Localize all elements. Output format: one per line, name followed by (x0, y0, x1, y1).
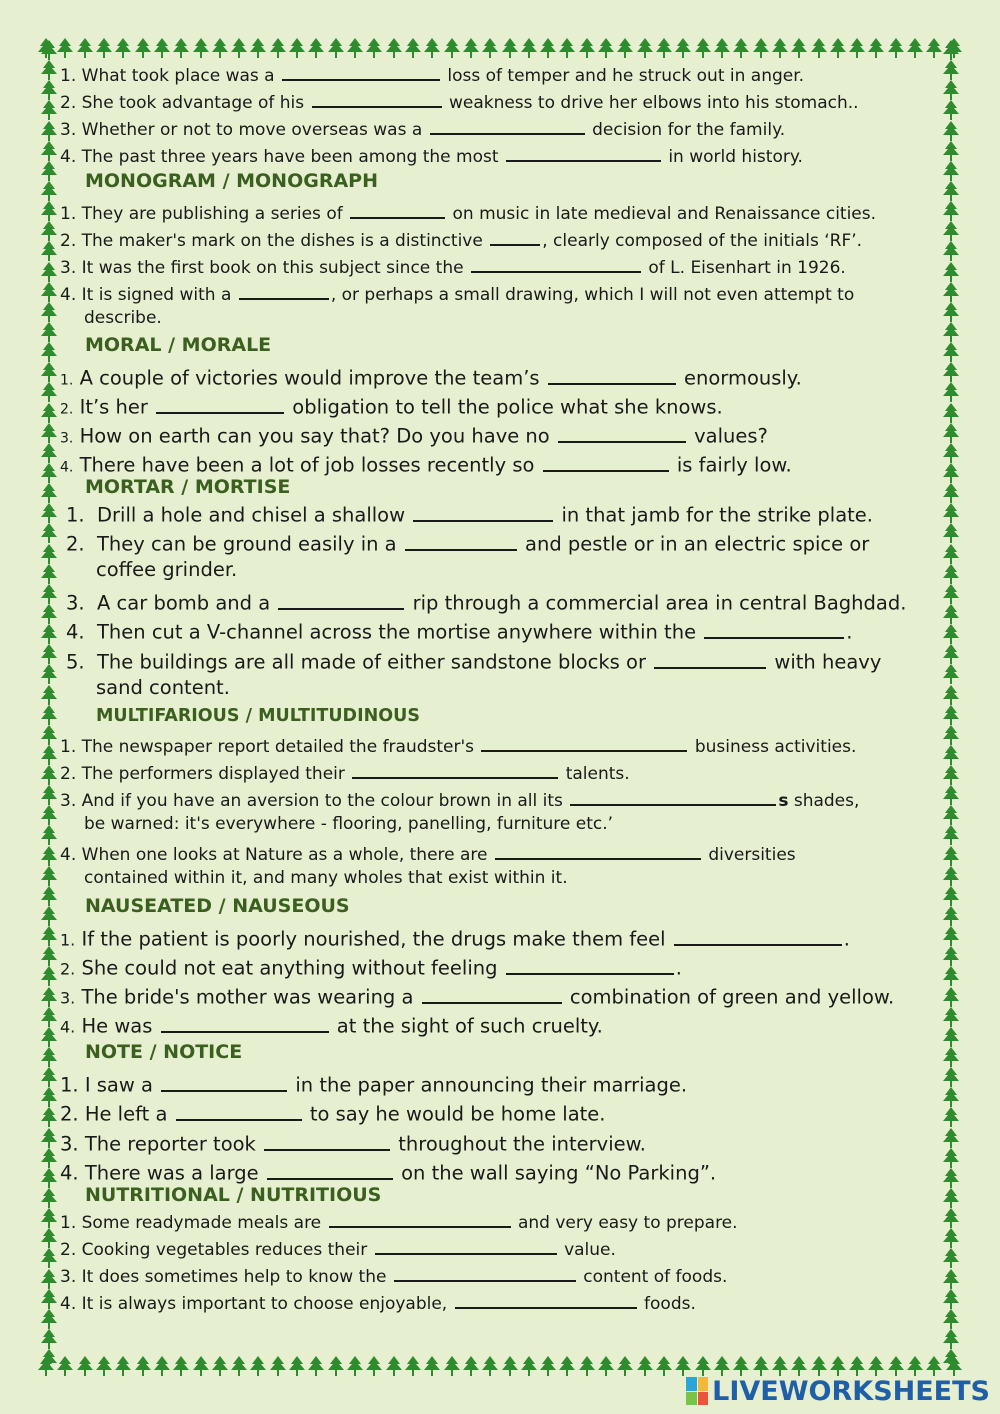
answer-blank[interactable] (405, 529, 517, 551)
pine-tree-icon (943, 1148, 959, 1168)
pine-tree-icon (41, 423, 57, 443)
pine-tree-icon (943, 342, 959, 362)
pine-tree-icon (41, 80, 57, 100)
question-row: 4. There was a large on the wall saying “No Parking”. (60, 1158, 716, 1185)
pine-tree-icon (943, 966, 959, 986)
pine-tree-icon (41, 241, 57, 261)
pine-tree-icon (41, 705, 57, 725)
pine-tree-icon (637, 1356, 653, 1378)
pine-tree-icon (943, 121, 959, 141)
pine-tree-icon (193, 1356, 209, 1378)
pine-tree-icon (943, 503, 959, 523)
pine-tree-icon (41, 1248, 57, 1268)
pine-tree-icon (943, 221, 959, 241)
pine-tree-icon (943, 866, 959, 886)
pine-tree-icon (943, 846, 959, 866)
pine-tree-icon (41, 1128, 57, 1148)
pine-tree-icon (444, 38, 460, 60)
question-row: 4. He was at the sight of such cruelty. (60, 1011, 603, 1038)
question-continuation: coffee grinder. (96, 558, 238, 581)
pine-tree-icon (943, 1007, 959, 1027)
answer-blank[interactable] (495, 841, 701, 860)
pine-tree-icon (366, 38, 382, 60)
answer-blank[interactable] (312, 89, 442, 108)
pine-tree-icon (41, 966, 57, 986)
pine-tree-icon (559, 1356, 575, 1378)
pine-tree-icon (41, 866, 57, 886)
pine-tree-icon (943, 805, 959, 825)
section-heading: NAUSEATED / NAUSEOUS (85, 895, 350, 917)
pine-tree-icon (308, 1356, 324, 1378)
pine-tree-icon (41, 664, 57, 684)
answer-blank[interactable] (278, 588, 404, 610)
question-row: 3. It was the first book on this subject since the of L. Eisenhart in 1926. (60, 254, 846, 278)
pine-tree-icon (193, 38, 209, 60)
pine-tree-icon (943, 262, 959, 282)
pine-tree-icon (579, 1356, 595, 1378)
pine-tree-icon (41, 946, 57, 966)
answer-blank[interactable] (352, 760, 558, 779)
pine-tree-icon (41, 805, 57, 825)
pine-tree-icon (943, 886, 959, 906)
pine-tree-icon (41, 1067, 57, 1087)
answer-blank[interactable] (375, 1236, 557, 1255)
pine-tree-icon (943, 987, 959, 1007)
answer-blank[interactable] (570, 787, 776, 806)
pine-tree-icon (41, 785, 57, 805)
pine-tree-icon (41, 906, 57, 926)
question-row: 1. What took place was a loss of temper and he struck out in anger. (60, 62, 804, 86)
pine-tree-icon (943, 1309, 959, 1329)
answer-blank[interactable] (329, 1209, 511, 1228)
question-row: 2. The maker's mark on the dishes is a distinctive , clearly composed of the initials ‘RF’. (60, 227, 862, 251)
pine-tree-icon (943, 1248, 959, 1268)
pine-tree-icon (41, 262, 57, 282)
pine-tree-icon (41, 1168, 57, 1188)
pine-tree-icon (868, 38, 884, 60)
pine-tree-icon (943, 1208, 959, 1228)
pine-tree-icon (943, 100, 959, 120)
pine-tree-icon (212, 38, 228, 60)
pine-tree-icon (347, 1356, 363, 1378)
pine-tree-icon (849, 38, 865, 60)
pine-tree-icon (41, 141, 57, 161)
pine-tree-icon (943, 765, 959, 785)
pine-tree-icon (943, 201, 959, 221)
pine-tree-icon (943, 60, 959, 80)
pine-tree-icon (943, 483, 959, 503)
pine-tree-icon (733, 38, 749, 60)
question-row: 1. Drill a hole and chisel a shallow in that jamb for the strike plate. (66, 500, 873, 527)
pine-tree-icon (386, 38, 402, 60)
pine-tree-icon (943, 1289, 959, 1309)
pine-tree-icon (502, 1356, 518, 1378)
section-heading: MORAL / MORALE (85, 334, 272, 356)
answer-blank[interactable] (161, 1070, 287, 1092)
pine-tree-icon (907, 38, 923, 60)
pine-tree-icon (41, 282, 57, 302)
section-heading: MONOGRAM / MONOGRAPH (85, 170, 378, 192)
pine-tree-icon (943, 624, 959, 644)
pine-tree-icon (386, 1356, 402, 1378)
question-row: 4. It is always important to choose enjoyable, foods. (60, 1290, 696, 1314)
answer-blank[interactable] (161, 1011, 329, 1033)
answer-blank[interactable] (239, 281, 329, 300)
pine-tree-icon (41, 403, 57, 423)
pine-tree-icon (77, 1356, 93, 1378)
pine-tree-icon (675, 38, 691, 60)
pine-tree-icon (943, 825, 959, 845)
answer-blank[interactable] (176, 1099, 302, 1121)
pine-tree-icon (617, 1356, 633, 1378)
pine-tree-icon (521, 1356, 537, 1378)
pine-tree-icon (617, 38, 633, 60)
pine-tree-icon (41, 1007, 57, 1027)
answer-blank[interactable] (471, 254, 641, 273)
pine-tree-icon (41, 886, 57, 906)
pine-tree-icon (502, 38, 518, 60)
pine-tree-icon (943, 423, 959, 443)
answer-blank[interactable] (430, 116, 585, 135)
question-row: 2. They can be ground easily in a and pestle or in an electric spice or (66, 529, 869, 556)
question-row: 1. I saw a in the paper announcing their marriage. (60, 1070, 687, 1097)
answer-blank[interactable] (282, 62, 440, 81)
question-row: 1. Some readymade meals are and very easy to prepare. (60, 1209, 738, 1233)
pine-tree-icon (41, 1269, 57, 1289)
pine-tree-icon (41, 443, 57, 463)
pine-tree-icon (41, 544, 57, 564)
answer-blank[interactable] (267, 1158, 393, 1180)
pine-tree-icon (943, 906, 959, 926)
pine-tree-icon (41, 1188, 57, 1208)
pine-tree-icon (41, 825, 57, 845)
pine-tree-icon (463, 1356, 479, 1378)
pine-tree-icon (598, 38, 614, 60)
pine-tree-icon (943, 1128, 959, 1148)
question-row: 1. A couple of victories would improve the team’s enormously. (60, 363, 802, 390)
pine-tree-icon (943, 705, 959, 725)
pine-tree-icon (943, 1349, 959, 1369)
pine-tree-icon (41, 725, 57, 745)
pine-tree-icon (559, 38, 575, 60)
answer-blank[interactable] (506, 143, 661, 162)
pine-tree-icon (598, 1356, 614, 1378)
pine-tree-icon (135, 38, 151, 60)
pine-tree-icon (579, 38, 595, 60)
answer-blank[interactable] (548, 363, 676, 385)
pine-tree-icon (41, 523, 57, 543)
pine-tree-icon (41, 1349, 57, 1369)
pine-tree-icon (347, 38, 363, 60)
pine-tree-icon (943, 926, 959, 946)
question-row: 3. And if you have an aversion to the colour brown in all its s shades, (60, 787, 859, 811)
pine-tree-icon (943, 1047, 959, 1067)
pine-tree-icon (943, 1228, 959, 1248)
pine-tree-icon (943, 523, 959, 543)
pine-tree-icon (41, 1208, 57, 1228)
pine-tree-icon (366, 1356, 382, 1378)
pine-tree-icon (943, 1269, 959, 1289)
answer-blank[interactable] (558, 421, 686, 443)
question-row: 4. When one looks at Nature as a whole, there are diversities (60, 841, 796, 865)
pine-tree-icon (540, 1356, 556, 1378)
question-row: 3. Whether or not to move overseas was a decision for the family. (60, 116, 785, 140)
pine-tree-icon (231, 38, 247, 60)
pine-tree-icon (521, 38, 537, 60)
pine-tree-icon (753, 38, 769, 60)
pine-tree-icon (41, 1047, 57, 1067)
tree-border-strip (940, 40, 962, 1370)
pine-tree-icon (830, 38, 846, 60)
pine-tree-icon (250, 1356, 266, 1378)
question-row: 1. The newspaper report detailed the fraudster's business activities. (60, 733, 856, 757)
answer-blank[interactable] (422, 982, 562, 1004)
pine-tree-icon (943, 664, 959, 684)
answer-blank[interactable] (654, 647, 766, 669)
question-row: 3. How on earth can you say that? Do you have no values? (60, 421, 768, 448)
pine-tree-icon (173, 1356, 189, 1378)
pine-tree-icon (250, 38, 266, 60)
pine-tree-icon (41, 503, 57, 523)
pine-tree-icon (41, 926, 57, 946)
answer-blank[interactable] (455, 1290, 637, 1309)
logo-mark-icon (686, 1377, 708, 1405)
answer-blank[interactable] (543, 450, 669, 472)
answer-blank[interactable] (413, 500, 553, 522)
pine-tree-icon (41, 1228, 57, 1248)
pine-tree-icon (540, 38, 556, 60)
tree-border-strip (38, 40, 60, 1370)
pine-tree-icon (212, 1356, 228, 1378)
pine-tree-icon (96, 38, 112, 60)
pine-tree-icon (943, 463, 959, 483)
section-heading: NOTE / NOTICE (85, 1041, 243, 1063)
pine-tree-icon (943, 443, 959, 463)
pine-tree-icon (405, 38, 421, 60)
pine-tree-icon (888, 38, 904, 60)
question-row: 3. The bride's mother was wearing a combination of green and yellow. (60, 982, 894, 1009)
pine-tree-icon (943, 584, 959, 604)
pine-tree-icon (41, 121, 57, 141)
answer-blank[interactable] (156, 392, 284, 414)
pine-tree-icon (41, 181, 57, 201)
pine-tree-icon (77, 38, 93, 60)
question-row: 4. Then cut a V-channel across the mortise anywhere within the . (66, 617, 852, 644)
liveworksheets-logo (686, 1374, 990, 1408)
pine-tree-icon (41, 463, 57, 483)
question-row: 4. The past three years have been among the most in world history. (60, 143, 803, 167)
pine-tree-icon (463, 38, 479, 60)
pine-tree-icon (289, 1356, 305, 1378)
pine-tree-icon (943, 181, 959, 201)
pine-tree-icon (772, 38, 788, 60)
pine-tree-icon (328, 38, 344, 60)
pine-tree-icon (943, 1168, 959, 1188)
pine-tree-icon (41, 483, 57, 503)
pine-tree-icon (270, 38, 286, 60)
question-row: 3. The reporter took throughout the interview. (60, 1129, 646, 1156)
question-continuation: contained within it, and many wholes that exist within it. (84, 868, 568, 888)
pine-tree-icon (41, 342, 57, 362)
pine-tree-icon (943, 745, 959, 765)
pine-tree-icon (41, 100, 57, 120)
pine-tree-icon (115, 38, 131, 60)
pine-tree-icon (943, 141, 959, 161)
pine-tree-icon (328, 1356, 344, 1378)
pine-tree-icon (714, 38, 730, 60)
pine-tree-icon (943, 241, 959, 261)
question-row: 2. She took advantage of his weakness to drive her elbows into his stomach.. (60, 89, 859, 113)
pine-tree-icon (943, 946, 959, 966)
pine-tree-icon (943, 302, 959, 322)
pine-tree-icon (637, 38, 653, 60)
pine-tree-icon (656, 1356, 672, 1378)
answer-blank[interactable] (481, 733, 687, 752)
section-heading: NUTRITIONAL / NUTRITIOUS (85, 1184, 382, 1206)
pine-tree-icon (41, 302, 57, 322)
pine-tree-icon (41, 1107, 57, 1127)
pine-tree-icon (943, 544, 959, 564)
pine-tree-icon (943, 382, 959, 402)
pine-tree-icon (154, 1356, 170, 1378)
pine-tree-icon (41, 221, 57, 241)
question-row: 1. If the patient is poorly nourished, the drugs make them feel . (60, 924, 850, 951)
pine-tree-icon (943, 161, 959, 181)
pine-tree-icon (41, 765, 57, 785)
question-row: 4. There have been a lot of job losses recently so is fairly low. (60, 450, 792, 477)
pine-tree-icon (943, 282, 959, 302)
section-heading: MORTAR / MORTISE (85, 476, 291, 498)
pine-tree-icon (943, 604, 959, 624)
pine-tree-icon (41, 362, 57, 382)
question-row: 2. Cooking vegetables reduces their value. (60, 1236, 616, 1260)
pine-tree-icon (943, 1067, 959, 1087)
pine-tree-icon (943, 362, 959, 382)
pine-tree-icon (695, 38, 711, 60)
question-continuation: sand content. (96, 676, 230, 699)
pine-tree-icon (943, 564, 959, 584)
question-row: 2. The performers displayed their talents. (60, 760, 630, 784)
pine-tree-icon (943, 725, 959, 745)
pine-tree-icon (943, 1107, 959, 1127)
logo-text: LIVEWORKSHEETS (712, 1375, 990, 1407)
pine-tree-icon (96, 1356, 112, 1378)
answer-blank[interactable] (506, 953, 674, 975)
pine-tree-icon (41, 1148, 57, 1168)
pine-tree-icon (41, 604, 57, 624)
pine-tree-icon (482, 1356, 498, 1378)
pine-tree-icon (41, 1329, 57, 1349)
pine-tree-icon (943, 1329, 959, 1349)
pine-tree-icon (424, 38, 440, 60)
pine-tree-icon (41, 161, 57, 181)
question-row: 3. A car bomb and a rip through a commercial area in central Baghdad. (66, 588, 906, 615)
answer-blank[interactable] (490, 227, 540, 246)
pine-tree-icon (943, 644, 959, 664)
section-heading: MULTIFARIOUS / MULTITUDINOUS (96, 706, 420, 726)
pine-tree-icon (943, 685, 959, 705)
pine-tree-icon (791, 38, 807, 60)
pine-tree-icon (41, 1289, 57, 1309)
question-continuation: describe. (84, 308, 162, 328)
pine-tree-icon (41, 60, 57, 80)
pine-tree-icon (41, 382, 57, 402)
question-row: 2. It’s her obligation to tell the police what she knows. (60, 392, 723, 419)
pine-tree-icon (943, 403, 959, 423)
pine-tree-icon (943, 40, 959, 60)
pine-tree-icon (115, 1356, 131, 1378)
pine-tree-icon (41, 201, 57, 221)
pine-tree-icon (405, 1356, 421, 1378)
pine-tree-icon (41, 1309, 57, 1329)
pine-tree-icon (173, 38, 189, 60)
pine-tree-icon (231, 1356, 247, 1378)
pine-tree-icon (41, 1087, 57, 1107)
question-row: 2. She could not eat anything without feeling . (60, 953, 682, 980)
pine-tree-icon (154, 38, 170, 60)
pine-tree-icon (482, 38, 498, 60)
pine-tree-icon (41, 745, 57, 765)
pine-tree-icon (41, 564, 57, 584)
answer-blank[interactable] (704, 617, 844, 639)
pine-tree-icon (41, 624, 57, 644)
pine-tree-icon (41, 1027, 57, 1047)
pine-tree-icon (41, 40, 57, 60)
pine-tree-icon (308, 38, 324, 60)
pine-tree-icon (943, 1087, 959, 1107)
pine-tree-icon (135, 1356, 151, 1378)
pine-tree-icon (41, 322, 57, 342)
pine-tree-icon (41, 584, 57, 604)
pine-tree-icon (424, 1356, 440, 1378)
pine-tree-icon (943, 1027, 959, 1047)
pine-tree-icon (943, 322, 959, 342)
question-row: 5. The buildings are all made of either sandstone blocks or with heavy (66, 647, 881, 674)
question-continuation: be warned: it's everywhere - flooring, panelling, furniture etc.’ (84, 814, 614, 834)
pine-tree-icon (943, 785, 959, 805)
pine-tree-icon (289, 38, 305, 60)
question-row: 1. They are publishing a series of on music in late medieval and Renaissance cities. (60, 200, 876, 224)
answer-blank[interactable] (674, 924, 842, 946)
question-row: 4. It is signed with a , or perhaps a small drawing, which I will not even attempt to (60, 281, 854, 305)
pine-tree-icon (943, 1188, 959, 1208)
answer-blank[interactable] (264, 1129, 390, 1151)
pine-tree-icon (41, 644, 57, 664)
pine-tree-icon (270, 1356, 286, 1378)
pine-tree-icon (811, 38, 827, 60)
pine-tree-icon (41, 987, 57, 1007)
answer-blank[interactable] (394, 1263, 576, 1282)
pine-tree-icon (943, 80, 959, 100)
pine-tree-icon (444, 1356, 460, 1378)
pine-tree-icon (41, 846, 57, 866)
answer-blank[interactable] (350, 200, 445, 219)
question-row: 3. It does sometimes help to know the content of foods. (60, 1263, 727, 1287)
pine-tree-icon (41, 685, 57, 705)
pine-tree-icon (656, 38, 672, 60)
tree-border-strip (38, 38, 962, 60)
question-row: 2. He left a to say he would be home late. (60, 1099, 605, 1126)
